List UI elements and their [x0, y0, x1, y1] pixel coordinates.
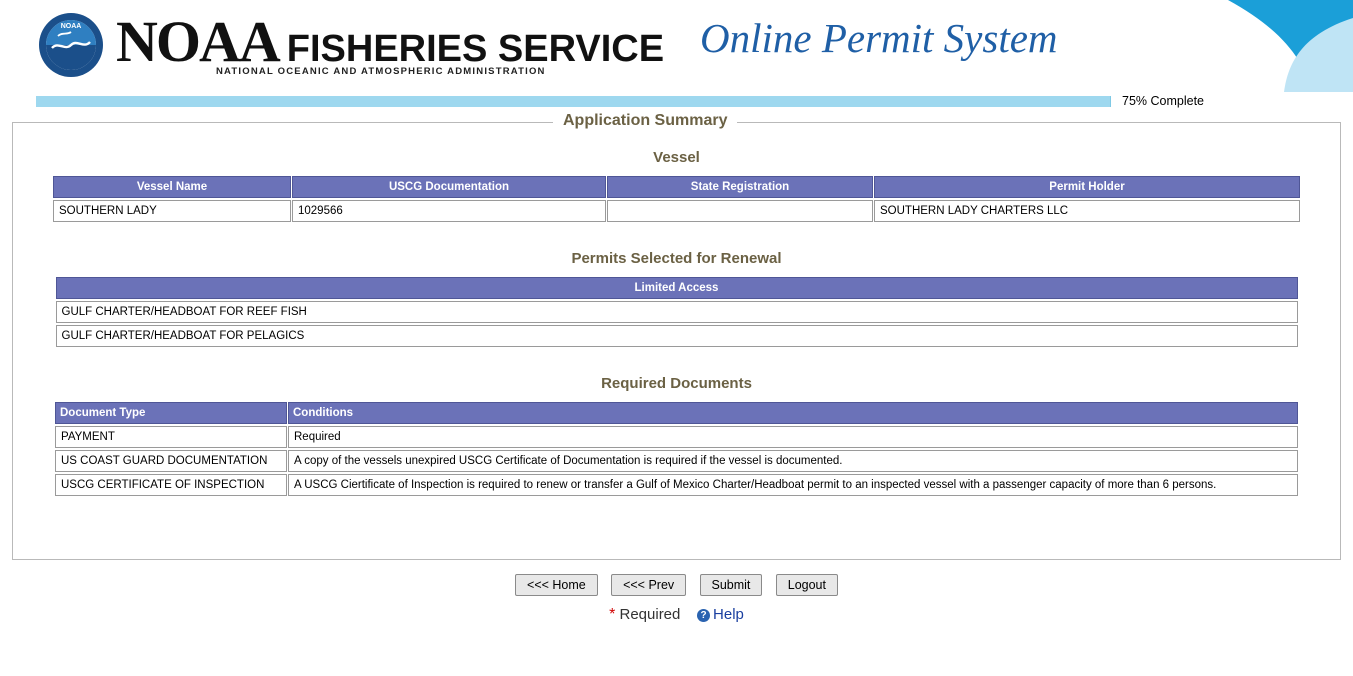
column-header-limited-access: Limited Access: [56, 277, 1298, 299]
form-actions: [0, 574, 1353, 596]
brand-wordmark: [116, 8, 664, 75]
required-label: Required: [619, 606, 681, 623]
table-row: [53, 200, 1300, 222]
noaa-seal-icon: [38, 12, 104, 78]
table-header-row: [53, 176, 1300, 198]
cell-permit-holder: SOUTHERN LADY CHARTERS LLC: [874, 200, 1300, 222]
progress-bar: [0, 92, 1353, 114]
cell-permit-name: GULF CHARTER/HEADBOAT FOR PELAGICS: [56, 325, 1298, 347]
brand-subtitle: NATIONAL OCEANIC AND ATMOSPHERIC ADMINISTRATION: [216, 66, 546, 77]
cell-condition: A USCG Ciertificate of Inspection is required to renew or transfer a Gulf of Mexico Charter/Headboat permit to an inspected vessel with a passenger capacity of more than 6 persons.: [288, 474, 1298, 496]
column-header-permit-holder: Permit Holder: [874, 176, 1300, 198]
column-header-uscg-documentation: USCG Documentation: [292, 176, 606, 198]
cell-condition: Required: [288, 426, 1298, 448]
page-header: [0, 0, 1353, 92]
table-header-row: [56, 277, 1298, 299]
table-header-row: [55, 402, 1298, 424]
brand-fisheries-text: FISHERIES SERVICE: [286, 28, 665, 70]
documents-section-title: Required Documents: [601, 375, 752, 392]
permits-table: [55, 275, 1299, 349]
progress-fill: [36, 96, 1111, 107]
cell-document-type: USCG CERTIFICATE OF INSPECTION: [55, 474, 287, 496]
required-documents-table: [54, 400, 1299, 498]
cell-condition: A copy of the vessels unexpired USCG Certificate of Documentation is required if the vessel is documented.: [288, 450, 1298, 472]
logout-button[interactable]: Logout: [776, 574, 838, 596]
help-icon: ?: [697, 609, 710, 622]
table-row: [55, 426, 1298, 448]
header-swoosh-graphic: [1108, 0, 1353, 92]
required-asterisk: *: [609, 606, 616, 623]
table-row: [55, 450, 1298, 472]
column-header-document-type: Document Type: [55, 402, 287, 424]
column-header-conditions: Conditions: [288, 402, 1298, 424]
column-header-vessel-name: Vessel Name: [53, 176, 291, 198]
cell-permit-name: GULF CHARTER/HEADBOAT FOR REEF FISH: [56, 301, 1298, 323]
progress-label: 75% Complete: [1122, 94, 1204, 108]
application-summary-panel: [12, 112, 1341, 560]
system-title: Online Permit System: [700, 15, 1058, 61]
cell-vessel-name: SOUTHERN LADY: [53, 200, 291, 222]
vessel-table: [52, 174, 1301, 224]
help-link[interactable]: [697, 606, 744, 623]
footer-legend: [0, 606, 1353, 624]
cell-document-type: PAYMENT: [55, 426, 287, 448]
page-title: Application Summary: [553, 112, 737, 130]
table-row: [56, 301, 1298, 323]
brand-noaa-text: NOAA: [116, 9, 279, 74]
column-header-state-registration: State Registration: [607, 176, 873, 198]
table-row: [56, 325, 1298, 347]
svg-text:NOAA: NOAA: [60, 23, 82, 30]
help-label: Help: [713, 606, 744, 623]
vessel-section-title: Vessel: [653, 149, 700, 166]
prev-button[interactable]: <<< Prev: [611, 574, 686, 596]
home-button[interactable]: <<< Home: [515, 574, 598, 596]
cell-state-registration: [607, 200, 873, 222]
cell-uscg-documentation: 1029566: [292, 200, 606, 222]
table-row: [55, 474, 1298, 496]
submit-button[interactable]: Submit: [700, 574, 763, 596]
cell-document-type: US COAST GUARD DOCUMENTATION: [55, 450, 287, 472]
permits-section-title: Permits Selected for Renewal: [571, 250, 782, 267]
